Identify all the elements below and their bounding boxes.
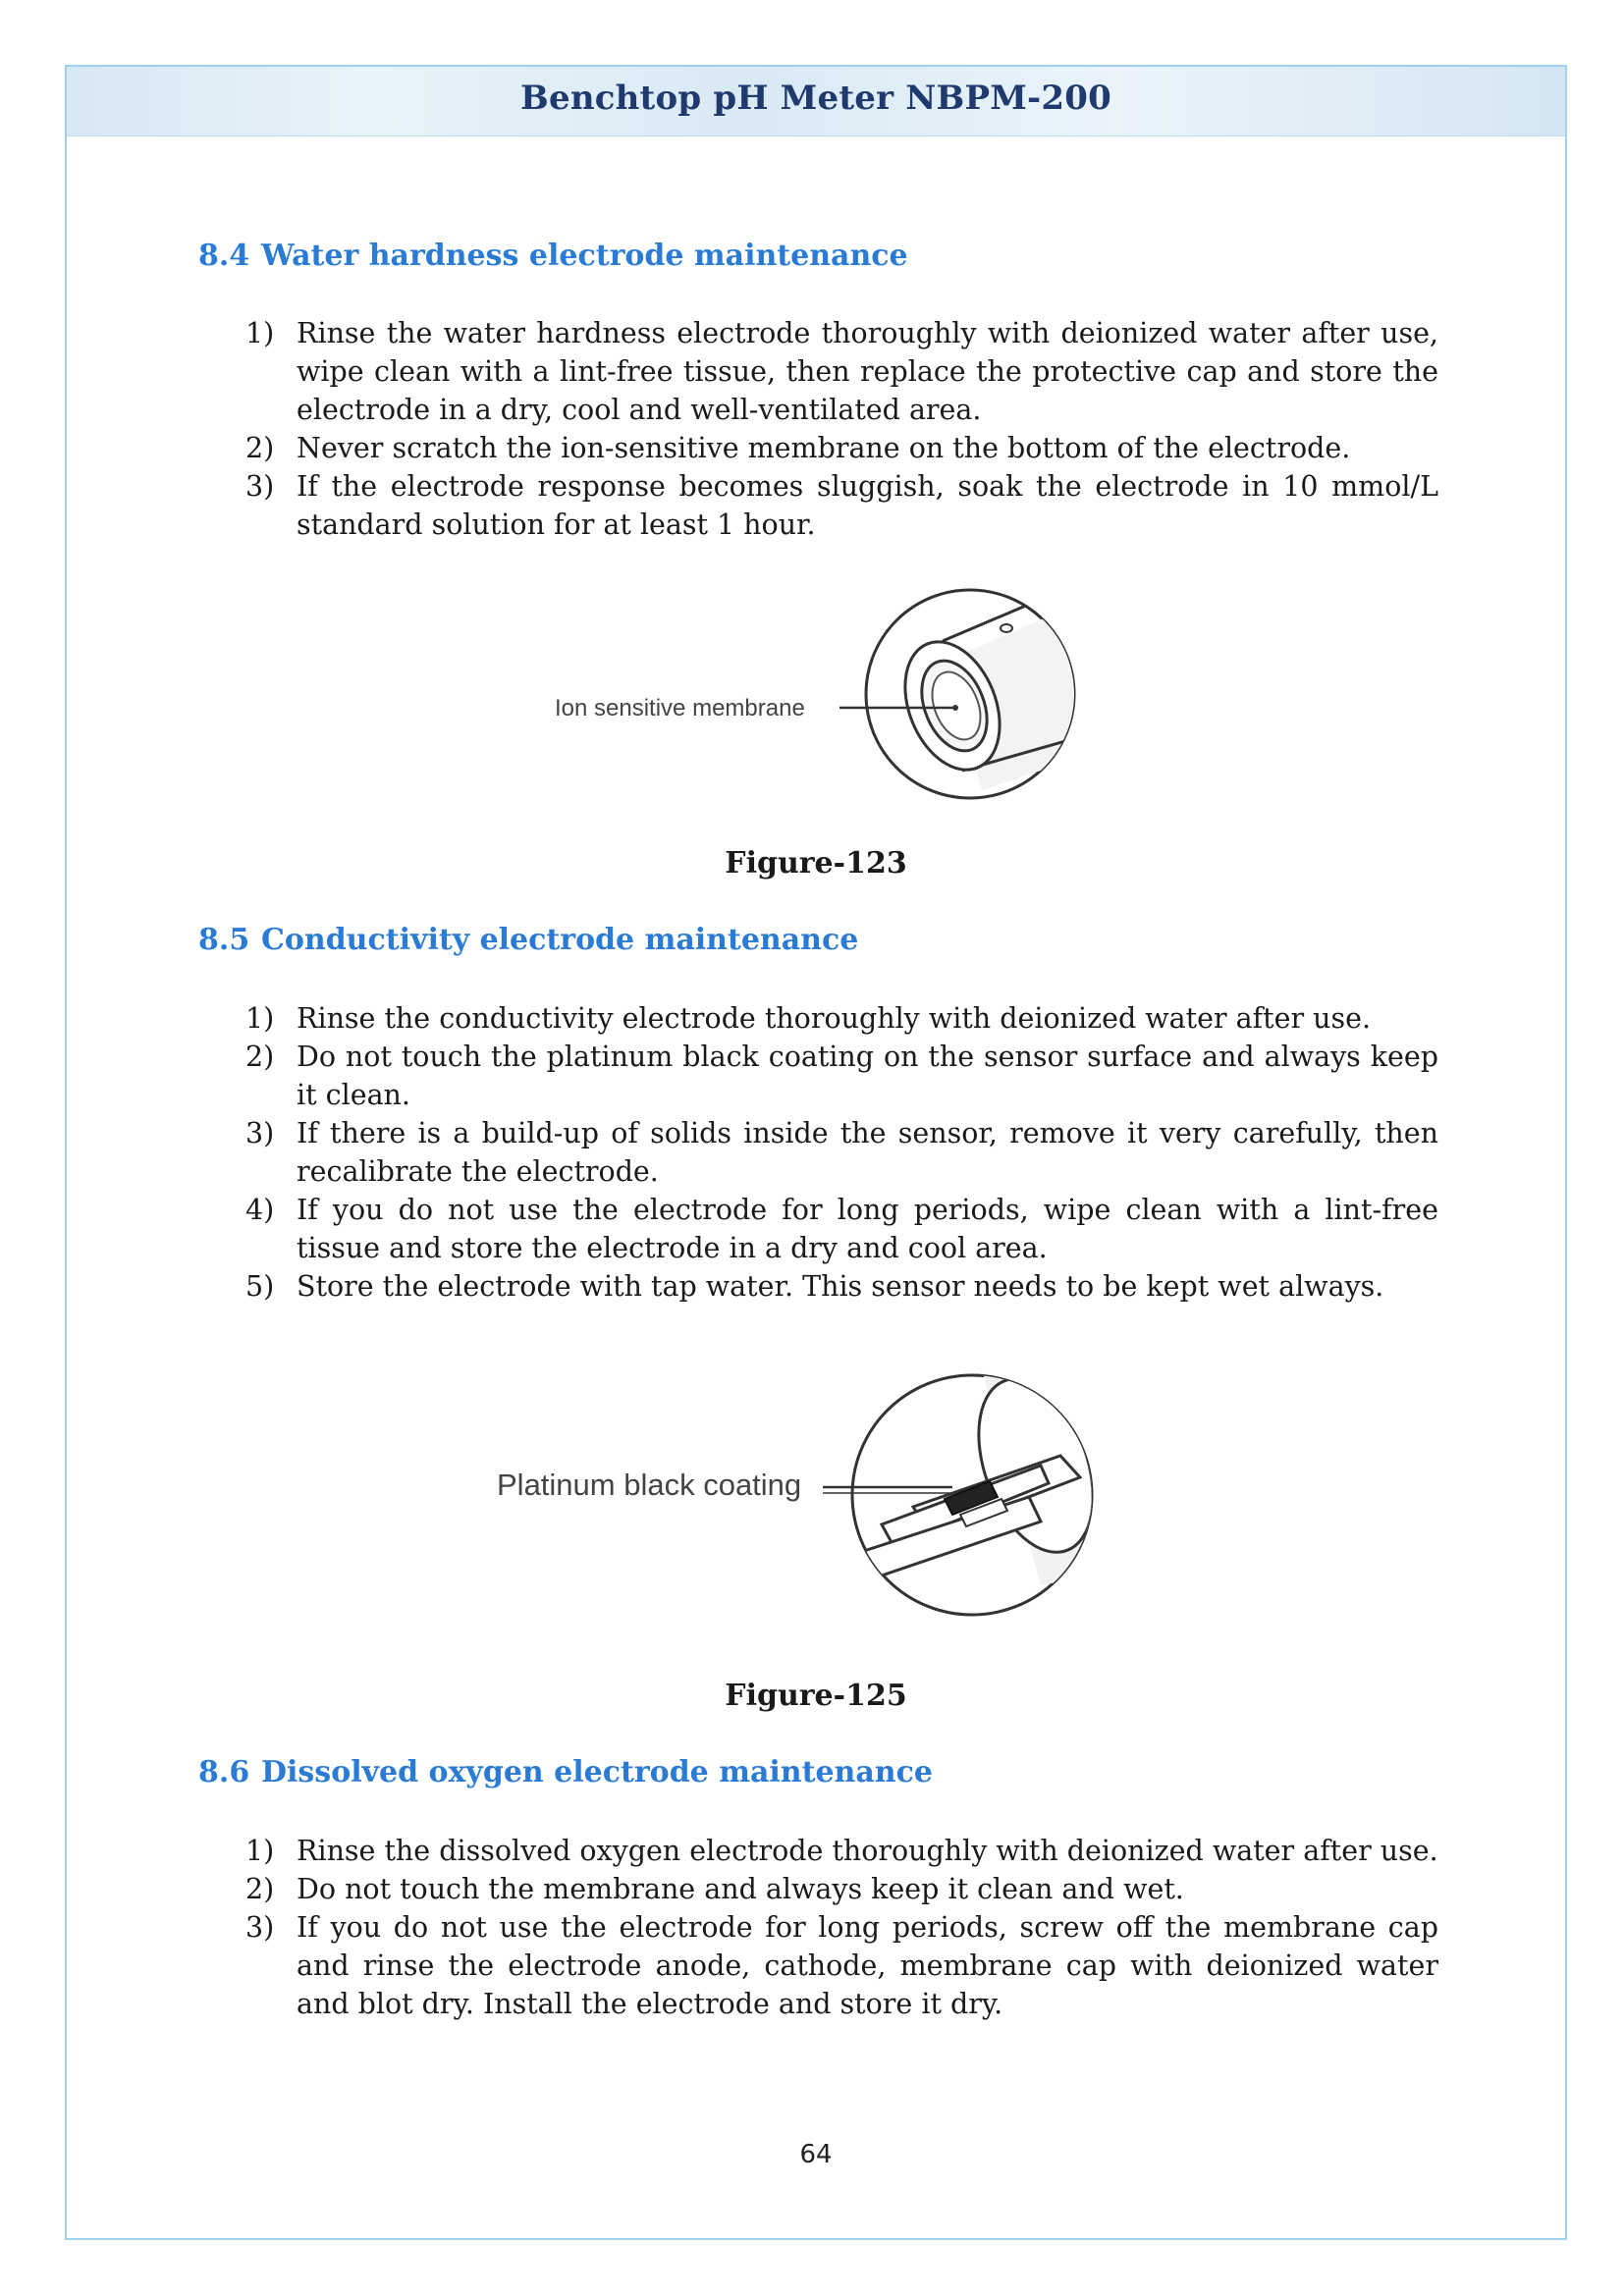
list-item: 2) Never scratch the ion-sensitive membrane on the bottom of the electrode.: [245, 432, 1351, 464]
list-item: 2) Do not touch the membrane and always keep it clean and wet.: [245, 1873, 1184, 1905]
section-heading-8-4: [198, 239, 908, 273]
list-item: 1) Rinse the conductivity electrode thoroughly with deionized water after use.: [245, 1002, 1372, 1035]
list-item: 5) Store the electrode with tap water. This sensor needs to be kept wet always.: [245, 1270, 1384, 1303]
figure-caption: Figure-123: [725, 846, 907, 881]
list-item: 1) Rinse the dissolved oxygen electrode thoroughly with deionized water after use.: [245, 1835, 1438, 1867]
figure-platinum-black-coating: [491, 1350, 1149, 1634]
section-number: 8.6: [198, 1755, 250, 1789]
list-item: 2) Do not touch the platinum black coating on the sensor surface and always keep it clean.: [245, 1041, 1438, 1111]
figure-label: Platinum black coating: [497, 1468, 802, 1502]
section-title: Conductivity electrode maintenance: [261, 923, 859, 957]
list-item: 1) Rinse the water hardness electrode thoroughly with deionized water after use, wipe clean with a lint-free tissue, then replace the protective cap and store the electrode in a dry, cool and well-ventilated area.: [245, 317, 1438, 426]
figure-label: Ion sensitive membrane: [555, 695, 805, 721]
section-title: Water hardness electrode maintenance: [261, 239, 908, 273]
list-item: 4) If you do not use the electrode for long periods, wipe clean with a lint-free tissue and store the electrode in a dry and cool area.: [245, 1194, 1438, 1264]
dissolved-oxygen-steps: [245, 1832, 1438, 2023]
list-item: 3) If you do not use the electrode for long periods, screw off the membrane cap and rinse the electrode anode, cathode, membrane cap with deionized water and blot dry. Install the electrode and store it dry.: [245, 1911, 1438, 2020]
figure-ion-sensitive-membrane: [550, 584, 1100, 810]
conductivity-steps: [245, 999, 1438, 1306]
figure-caption: Figure-125: [725, 1679, 907, 1713]
document-title: Benchtop pH Meter NBPM-200: [520, 79, 1111, 118]
page-number: 64: [799, 2140, 833, 2169]
list-item: 3) If the electrode response becomes sluggish, soak the electrode in 10 mmol/L standard solution for at least 1 hour.: [245, 470, 1438, 541]
section-number: 8.4: [198, 239, 250, 273]
section-number: 8.5: [198, 923, 250, 957]
section-title: Dissolved oxygen electrode maintenance: [261, 1755, 933, 1789]
water-hardness-steps: [245, 314, 1438, 544]
section-heading-8-6: [198, 1755, 933, 1789]
list-item: 3) If there is a build-up of solids inside the sensor, remove it very carefully, then recalibrate the electrode.: [245, 1117, 1438, 1188]
section-heading-8-5: [198, 923, 858, 957]
